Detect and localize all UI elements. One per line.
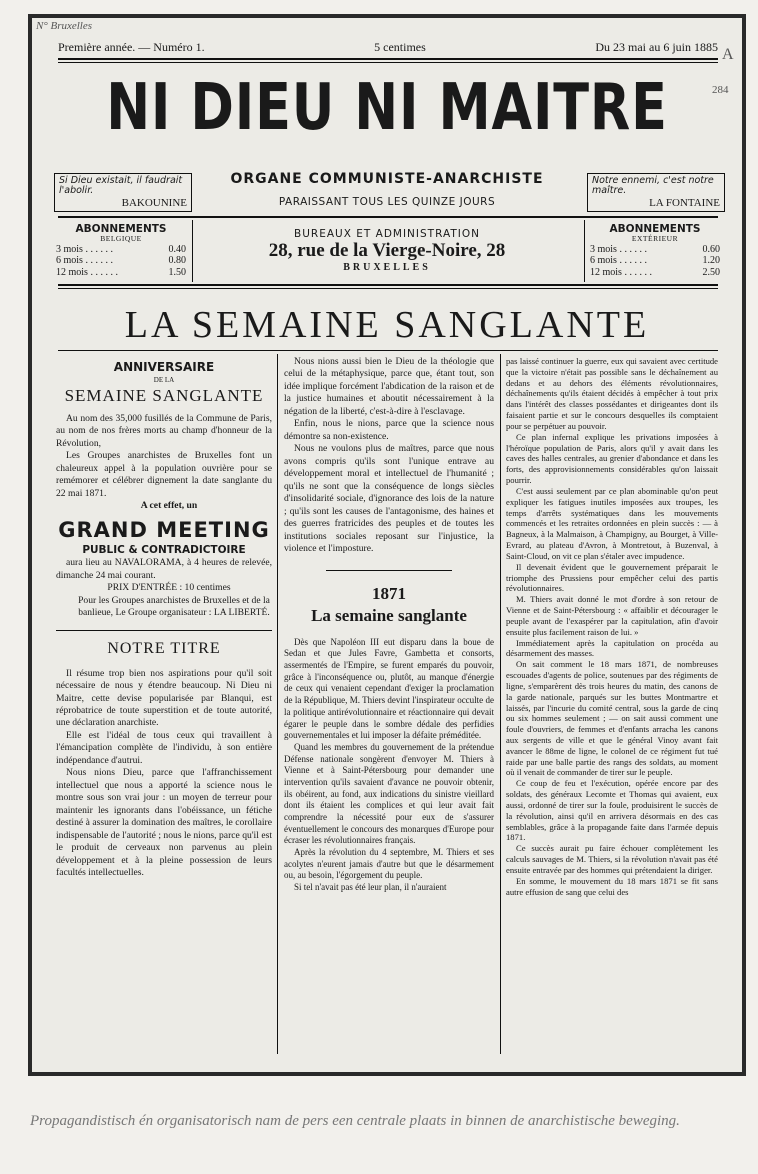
- paragraph: Enfin, nous le nions, parce que la science nous démontre sa non-existence.: [284, 418, 494, 442]
- anniversary-de-la: DE LA: [153, 375, 175, 384]
- subscription-row: [56, 244, 186, 256]
- price: 1.20: [702, 255, 720, 267]
- section-rule: [326, 570, 452, 571]
- paragraph: Nous nions aussi bien le Dieu de la théologie que celui de la métaphysique, parce que, étant tout, son idée implique forcément l'abdication de la raison et de la justice humaines et aboutit nécessairement à la négation de la liberté, c'est-à-dire à l'esclavage.: [284, 356, 494, 417]
- paragraph: M. Thiers avait donné le mot d'ordre à son retour de Vienne et de Saint-Pétersbourg : « affaiblir et décourager le peuple avant de l'exaspérer par la capitulation, afin d'avoir ensuite plus facilement raison de lui. »: [506, 594, 718, 637]
- section-heading: NOTRE TITRE: [107, 639, 221, 657]
- section-rule: [56, 630, 272, 631]
- paragraph: Nous ne voulons plus de maîtres, parce que nous avons compris qu'ils sont l'unique entrave au développement moral et intellectuel de l'humanité ; qu'ils ne sont que la conséquence de longs siècles d'insolidarité sociale, d'ignorance des lois de la nature ; qu'ils sont les causes de l'antagonisme, des haines et des guerres fratricides des peuples et de toutes les institutions sociales reposant sur l'injustice, la violence et l'imposture.: [284, 443, 494, 555]
- paragraph: Quand les membres du gouvernement de la prétendue Défense nationale songèrent d'envoyer M. Thiers à Vienne et à Saint-Pétersbourg pour demander une intervention qu'ils savaient d'avance ne pouvoir obtenir, ils obéirent, au fond, aux indications du sinistre vieillard dont ils étaient les complices et qui leur avait fait comprendre la nécessité pour eux de s'assurer éventuellement le concours des monarques d'Europe pour écraser les révolutionnaires français.: [284, 741, 494, 846]
- photo-caption: Propagandistisch én organisatorisch nam de pers een centrale plaats in binnen de anarchistische beweging.: [30, 1113, 680, 1129]
- paragraph: On sait comment le 18 mars 1871, de nombreuses escouades d'agents de police, soutenues par des régiments de ligne, s'emparèrent dès trois heures du matin, des canons de la garde nationale, parqués sur les buttes Montmartre et laissés, par l'incurie du comité central, sous la garde de cinq ou six hommes seulement ; — on sait aussi comment une foule d'ouvriers, de femmes et d'enfants arracha les canons aux sergents de ville et que le général Vinoy avant fait avancer le 88me de ligne, le colonel de ce régiment fut tué raide par une balle partie des rangs des soldats, au moment où il venait de commander de tirer sur le peuple.: [506, 659, 718, 778]
- header-rule-bottom: [58, 284, 718, 286]
- column-divider: [500, 354, 501, 1054]
- paragraph: En somme, le mouvement du 18 mars 1871 se fit sans autre effusion de sang que celui des: [506, 875, 718, 897]
- paragraph: Il résume trop bien nos aspirations pour qu'il soit nécessaire de nous y étendre beaucoup. Ni Dieu ni Maitre, cette devise popularisée par Blanqui, est réprobatrice de toute superstition et de toute autorité, une déclaration anarchiste.: [56, 667, 272, 729]
- office-street: 28, rue de la Vierge-Noire, 28: [268, 240, 506, 261]
- header-divider: [192, 220, 193, 282]
- paragraph: Il devenait évident que le gouvernement préparait le triomphe des Prussiens pour empêcher celui des partis révolutionnaires.: [506, 561, 718, 594]
- headline-rule: [58, 350, 718, 351]
- paragraph: Les Groupes anarchistes de Bruxelles font un chaleureux appel à la population ouvrière pour se remémorer et célébrer dignement la date sanglante du 22 mai 1871.: [56, 450, 272, 499]
- paragraph: C'est aussi seulement par ce plan abominable qu'on peut expliquer les fatigues inutiles imposées aux troupes, les temps d'arrêts systématiques dans les mouvements commencés et les retraites ordonnées en plein succès : — à Bagneux, à la Malmaison, à Champigny, au Bourget, à Ville-Evrard, au plateau d'Avron, à Montretout, à Buzenval, à Saint-Cloud, on vit ce plan s'étaler avec impudence.: [506, 485, 718, 561]
- subscriptions-title: ABONNEMENTS: [75, 223, 167, 235]
- paragraph: Immédiatement après la capitulation on procéda au désarmement des masses.: [506, 637, 718, 659]
- price: 2.50: [702, 266, 720, 278]
- subscription-row: [590, 244, 720, 256]
- paragraph: Ce plan infernal explique les privations imposées à l'héroïque population de Paris, alors qu'il y avait dans les caves des halles centrales, au grenier d'abondance et dans les forts, des approvisionnements considérables qu'on laissait pourrir.: [506, 431, 718, 486]
- paragraph: Elle est l'idéal de tous ceux qui travaillent à l'émancipation complète de l'individu, à son entière indépendance d'autrui.: [56, 729, 272, 766]
- top-line: [58, 38, 718, 56]
- header-rule-top: [58, 216, 718, 218]
- period: 6 mois . . . . . .: [590, 255, 647, 267]
- subscriptions-region: BELGIQUE: [100, 234, 142, 244]
- meeting-heading: GRAND MEETING: [58, 517, 270, 542]
- top-rule-thin: [58, 62, 718, 63]
- office-label: BUREAUX ET ADMINISTRATION: [294, 228, 480, 240]
- office-city: BRUXELLES: [343, 262, 431, 273]
- subscription-row: [56, 267, 186, 279]
- paragraph: Si tel n'avait pas été leur plan, il n'auraient: [294, 882, 447, 893]
- top-rule: [58, 58, 718, 60]
- period: 12 mois . . . . . .: [590, 266, 652, 278]
- column-right: [506, 356, 718, 897]
- period: 6 mois . . . . . .: [56, 255, 113, 267]
- subscriptions-belgium: [56, 223, 186, 278]
- issue-price: 5 centimes: [374, 39, 426, 54]
- quote-right-author: LA FONTAINE: [649, 196, 720, 209]
- article-title: La semaine sanglante: [311, 605, 467, 625]
- subscriptions-title: ABONNEMENTS: [609, 223, 701, 235]
- subscriptions-abroad: [590, 223, 720, 278]
- issue-dates: Du 23 mai au 6 juin 1885: [595, 39, 718, 54]
- period: 12 mois . . . . . .: [56, 266, 118, 278]
- quote-right: [587, 173, 725, 212]
- paragraph: Après la révolution du 4 septembre, M. Thiers et ses acolytes n'eurent jamais d'autre but que le désarmement ou, au besoin, l'égorgement du peuple.: [284, 847, 494, 881]
- period: 3 mois . . . . . .: [56, 243, 113, 255]
- header-divider: [584, 220, 585, 282]
- paragraph: Ce coup de feu et l'exécution, opérée encore par des soldats, des généraux Lecomte et Thomas qui avaient, eux aussi, ordonné de tirer sur la foule, produisirent le succès de la révolution, ainsi qu'il en arrivera désormais en des cas semblables, grâce à la propagande faite dans l'armée depuis 1871.: [506, 778, 718, 843]
- article-year: 1871: [372, 583, 406, 603]
- masthead: NI DIEU NI MAITRE: [106, 71, 668, 145]
- price: 1.50: [168, 266, 186, 278]
- quote-left: [54, 173, 192, 212]
- price: 0.80: [168, 255, 186, 267]
- anniversary-subheading: SEMAINE SANGLANTE: [64, 385, 264, 405]
- office-address: [222, 228, 552, 273]
- price: 0.60: [702, 243, 720, 255]
- period: 3 mois . . . . . .: [590, 243, 647, 255]
- meeting-subheading: PUBLIC & CONTRADICTOIRE: [82, 543, 246, 556]
- subscription-row: [56, 255, 186, 267]
- quote-left-author: BAKOUNINE: [121, 196, 187, 209]
- handwritten-letter: A: [722, 46, 734, 63]
- subtitle-organe: ORGANE COMMUNISTE-ANARCHISTE: [230, 171, 544, 187]
- column-left: [56, 356, 272, 880]
- handwritten-number: 284: [712, 84, 729, 96]
- column-divider: [277, 354, 278, 1054]
- headline: LA SEMAINE SANGLANTE: [124, 304, 650, 346]
- paragraph: Pour les Groupes anarchistes de Bruxelles et de la banlieue, Le Groupe organisateur : LA LIBERTÉ.: [78, 594, 270, 619]
- header-rule-bottom-thin: [58, 288, 718, 289]
- paragraph: A cet effet, un: [140, 500, 198, 512]
- anniversary-heading: ANNIVERSAIRE: [113, 360, 215, 374]
- paragraph: pas laissé continuer la guerre, eux qui savaient avec certitude que la victoire n'était pas possible sans le déchaînement au dedans et au dehors des éléments révolutionnaires, déchaînements qu'ils étaient décidés à empêcher à tout prix dans l'intérêt des classes possédantes et dirigeantes dont ils faisaient partie et sur le concours desquelles ils comptaient pour se perpétuer au pouvoir.: [506, 356, 718, 431]
- paragraph: Ce succès aurait pu faire échouer complètement les calculs sauvages de M. Thiers, si la révolution n'avait pas été ensuite entravée par des hommes qui prétendaient la diriger.: [506, 843, 718, 875]
- subscription-row: [590, 255, 720, 267]
- subscriptions-region: EXTÉRIEUR: [631, 234, 679, 244]
- subtitle-frequency: PARAISSANT TOUS LES QUINZE JOURS: [278, 196, 496, 208]
- paragraph: Nous nions Dieu, parce que l'affranchissement intellectuel que nous a apporté la science nous le montre sous son vrai jour : un moyen de terreur pour maintenir les ignorants dans l'obéissance, un fétiche destiné à assurer la domination des maîtres, le corollaire indispensable de l'autorité ; nous le nions, parce qu'il est le produit de cerveaux non parvenus au plein développement et à la pleine possession de leurs facultés intellectuelles.: [56, 767, 272, 879]
- paragraph: aura lieu au NAVALORAMA, à 4 heures de relevée, dimanche 24 mai courant.: [56, 557, 272, 581]
- newspaper-page: [32, 18, 742, 1072]
- subscription-row: [590, 267, 720, 279]
- quote-left-text: Si Dieu existait, il faudrait l'abolir.: [59, 175, 183, 197]
- paragraph: Au nom des 35,000 fusillés de la Commune de Paris, au nom de nos frères morts au champ d'honneur de la Révolution,: [56, 412, 272, 449]
- handwritten-note: N° Bruxelles: [36, 20, 93, 32]
- paragraph: Dès que Napoléon III eut disparu dans la boue de Sedan et que Jules Favre, Gambetta et consorts, assermentés de l'Empire, se furent emparés du pouvoir, grâce à l'inconséquence ou, plutôt, au manque d'énergie de ceux qui venaient cependant d'exiger la proclamation de la République, M. Thiers devint l'inspirateur occulte de la politique antirévolutionnaire et réactionnaire qui devait égarer le peuple dans le sombre dédale des perfidies gouvernementales et lui imposer la défaite préméditée.: [284, 636, 494, 741]
- price: 0.40: [168, 243, 186, 255]
- entry-price: PRIX D'ENTRÉE : 10 centimes: [107, 582, 231, 594]
- issue-number: Première année. — Numéro 1.: [58, 39, 205, 54]
- column-middle: [284, 356, 494, 894]
- quote-right-text: Notre ennemi, c'est notre maître.: [592, 175, 714, 197]
